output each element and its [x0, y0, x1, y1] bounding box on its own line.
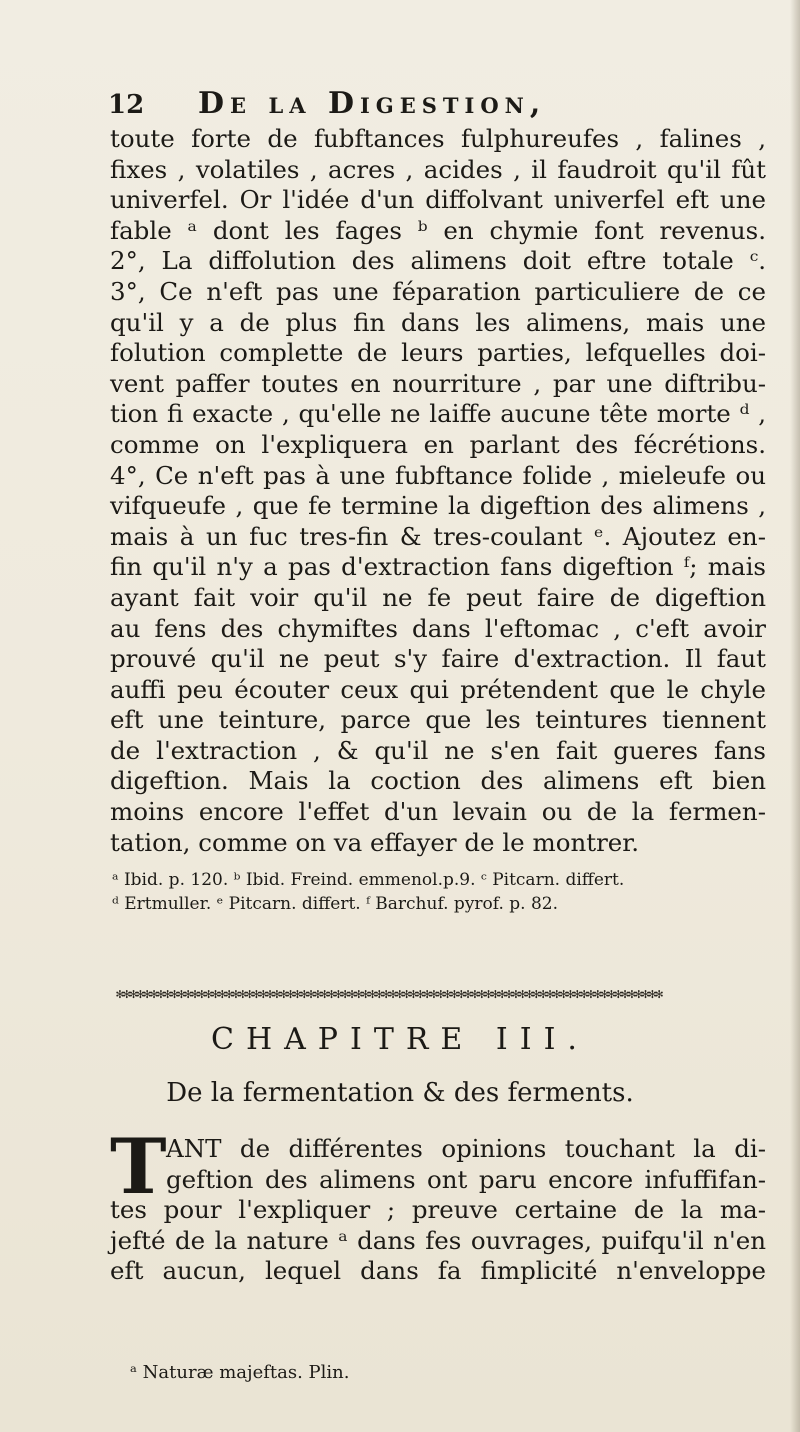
text-line: toute forte de fubftances fulphureufes , falines , — [110, 124, 766, 153]
ornament-divider: ✻✻✻✻✻✻✻✻✻✻✻✻✻✻✻✻✻✻✻✻✻✻✻✻✻✻✻✻✻✻✻✻✻✻✻✻✻✻✻✻✻✻✻✻✻✻✻✻✻✻✻✻✻✻✻✻✻✻✻✻✻✻✻✻✻✻✻✻✻✻✻✻✻✻✻✻✻✻✻✻ — [116, 988, 663, 1002]
page-edge — [790, 0, 800, 1432]
footnote-line: ᵈ Ertmuller. ᵉ Pitcarn. differt. ᶠ Barchuf. pyrof. p. 82. — [112, 894, 559, 914]
text-line: 3°, Ce n'eft pas une féparation particuliere de ce — [110, 276, 766, 306]
text-line: au fens des chymiftes dans l'eftomac , c'eft avoir — [110, 613, 766, 643]
text-line: univerfel. Or l'idée d'un diffolvant univerfel eft une — [110, 185, 766, 215]
text-line: vifqueufe , que fe termine la digeftion des alimens , — [110, 491, 766, 521]
text-line: digeftion. Mais la coction des alimens eft bien — [110, 766, 766, 796]
chapter-subtitle: De la fermentation & des ferments. — [166, 1078, 634, 1108]
page-number: 12 — [108, 90, 145, 120]
text-line: folution complette de leurs parties, lefquelles doi- — [110, 338, 766, 368]
footnote-bottom: ᵃ Naturæ majeftas. Plin. — [130, 1362, 350, 1383]
text-line: 2°, La diffolution des alimens doit eftre totale ᶜ. — [110, 246, 766, 276]
running-title: De la Digestion, — [198, 86, 547, 121]
text-line: geftion des alimens ont paru encore infuffifan- — [166, 1164, 766, 1194]
text-line: vent paffer toutes en nourriture , par une diftribu- — [110, 368, 766, 398]
text-line: eft aucun, lequel dans fa fimplicité n'enveloppe — [110, 1256, 766, 1286]
text-line: tes pour l'expliquer ; preuve certaine de la ma- — [110, 1195, 766, 1225]
text-line: eft une teinture, parce que les teintures tiennent — [110, 705, 766, 735]
text-line: tation, comme on va effayer de le montrer. — [110, 827, 640, 857]
chapter-text — [110, 1122, 766, 1287]
text-line: 4°, Ce n'eft pas à une fubftance folide , mieleufe ou — [110, 460, 766, 490]
text-line: moins encore l'effet d'un levain ou de la fermen- — [110, 797, 766, 827]
text-line: fixes , volatiles , acres , acides , il faudroit qu'il fût — [110, 154, 766, 184]
text-line: mais à un fuc tres-fin & tres-coulant ᵉ. Ajoutez en- — [110, 521, 766, 551]
text-line: tion fi exacte , qu'elle ne laiffe aucune tête morte ᵈ , — [110, 399, 766, 429]
chapter-title: CHAPITRE III. — [211, 1022, 589, 1057]
footnote-line: ᵃ Ibid. p. 120. ᵇ Ibid. Freind. emmenol.p.9. ᶜ Pitcarn. differt. — [112, 870, 625, 890]
text-line: ANT de différentes opinions touchant la di- — [166, 1134, 766, 1163]
text-line: prouvé qu'il ne peut s'y faire d'extraction. Il faut — [110, 644, 766, 674]
text-line: qu'il y a de plus fin dans les alimens, mais une — [110, 307, 766, 337]
text-line: auffi peu écouter ceux qui prétendent que le chyle — [110, 674, 766, 704]
text-line: fable ᵃ dont les fages ᵇ en chymie font revenus. — [110, 215, 766, 245]
text-line: fin qu'il n'y a pas d'extraction fans digeftion ᶠ; mais — [110, 552, 766, 582]
main-text — [110, 124, 766, 858]
text-line: ayant fait voir qu'il ne fe peut faire de digeftion — [110, 582, 766, 612]
running-header — [108, 86, 668, 126]
text-line: comme on l'expliquera en parlant des fécrétions. — [110, 429, 766, 459]
drop-cap: T — [110, 1122, 167, 1211]
footnotes — [112, 868, 762, 916]
text-line: jefté de la nature ᵃ dans fes ouvrages, puifqu'il n'en — [110, 1225, 766, 1255]
text-line: de l'extraction , & qu'il ne s'en fait gueres fans — [110, 735, 766, 765]
